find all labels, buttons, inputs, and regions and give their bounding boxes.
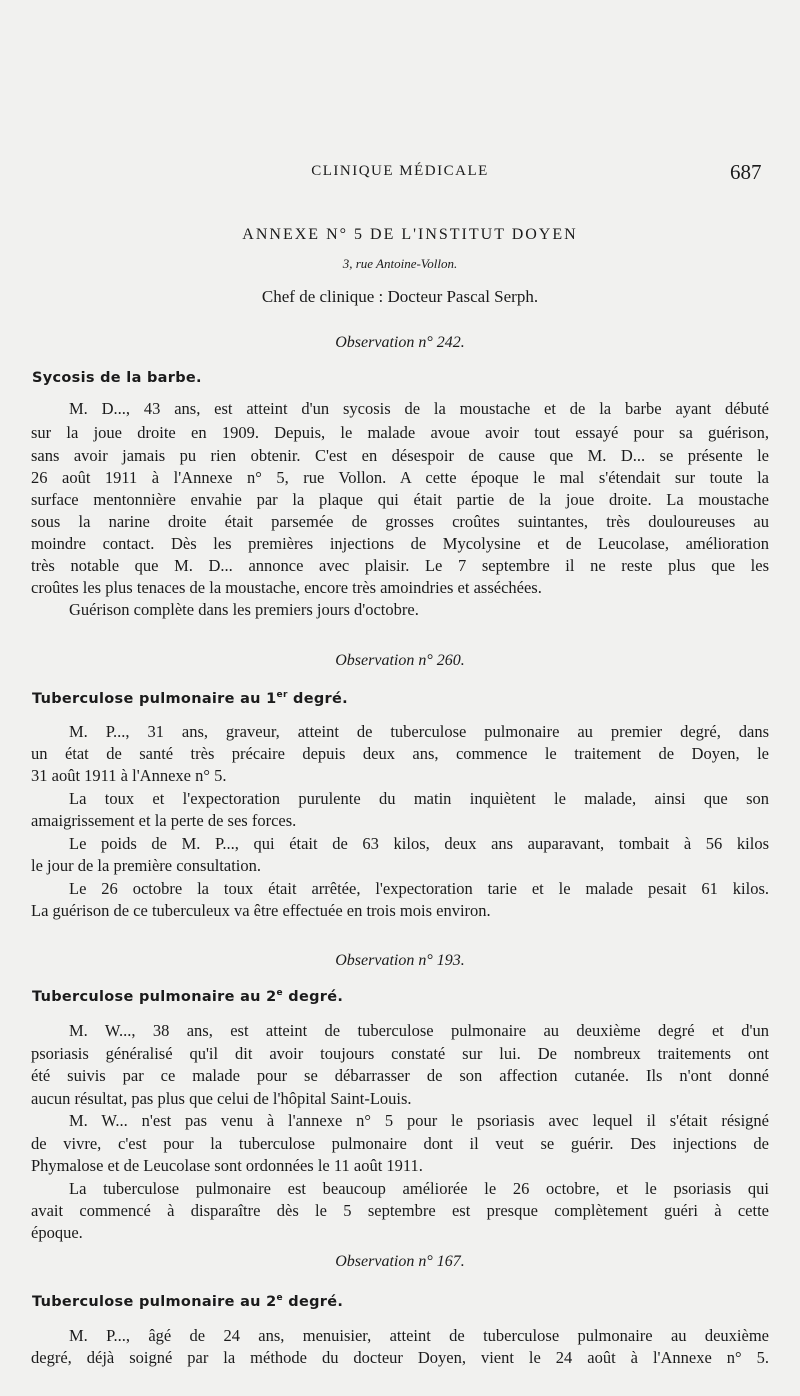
paragraph-line: sans avoir jamais pu rien obtenir. C'est en désespoir de cause que M. D... se présente le xyxy=(31,446,769,465)
paragraph-line: M. P..., 31 ans, graveur, atteint de tuberculose pulmonaire au premier degré, dans xyxy=(69,722,769,741)
case-title: Tuberculose pulmonaire au 2e degré. xyxy=(32,1293,344,1310)
paragraph-line: M. D..., 43 ans, est atteint d'un sycosis de la moustache et de la barbe ayant débuté xyxy=(69,399,769,418)
paragraph-line: été suivis par ce malade pour se débarrasser de son affection cutanée. Ils n'ont donné xyxy=(31,1066,769,1085)
case-title: Tuberculose pulmonaire au 1er degré. xyxy=(32,690,348,707)
paragraph-line: un état de santé très précaire depuis deux ans, commence le traitement de Doyen, le xyxy=(31,744,769,763)
paragraph-line: avait commencé à disparaître dès le 5 septembre est presque complètement guéri à cette xyxy=(31,1201,769,1220)
paragraph-line: M. P..., âgé de 24 ans, menuisier, atteint de tuberculose pulmonaire au deuxième xyxy=(69,1326,769,1345)
paragraph-line: M. W..., 38 ans, est atteint de tuberculose pulmonaire au deuxième degré et d'un xyxy=(69,1021,769,1040)
page-number: 687 xyxy=(730,160,762,184)
paragraph-line: sous la narine droite était parsemée de grosses croûtes suintantes, très douloureuses au xyxy=(31,512,769,531)
case-title: Tuberculose pulmonaire au 2e degré. xyxy=(32,988,344,1005)
paragraph-line: M. W... n'est pas venu à l'annexe n° 5 pour le psoriasis avec lequel il s'était résigné xyxy=(69,1111,769,1130)
paragraph-line: époque. xyxy=(31,1223,83,1242)
paragraph-line: Le 26 octobre la toux était arrêtée, l'expectoration tarie et le malade pesait 61 kilos. xyxy=(69,879,769,898)
paragraph-line: Phymalose et de Leucolase sont ordonnées le 11 août 1911. xyxy=(31,1156,423,1175)
paragraph-line: psoriasis généralisé qu'il dit avoir toujours constaté sur lui. De nombreux traitements ont xyxy=(31,1044,769,1063)
paragraph-line: moindre contact. Dès les premières injections de Mycolysine et de Leucolase, amélioration xyxy=(31,534,769,553)
paragraph-line: croûtes les plus tenaces de la moustache, encore très amoindries et asséchées. xyxy=(31,578,542,597)
paragraph-line: La tuberculose pulmonaire est beaucoup améliorée le 26 octobre, et le psoriasis qui xyxy=(69,1179,769,1198)
paragraph-line: amaigrissement et la perte de ses forces. xyxy=(31,811,297,830)
paragraph-line: 26 août 1911 à l'Annexe n° 5, rue Vollon. A cette époque le mal s'étendait sur toute la xyxy=(31,468,769,487)
annex-address: 3, rue Antoine-Vollon. xyxy=(342,256,458,271)
paragraph-line: de vivre, c'est pour la tuberculose pulmonaire dont il veut se guérir. Des injections de xyxy=(31,1134,769,1153)
observation-heading: Observation n° 193. xyxy=(335,952,465,969)
paragraph-line: 31 août 1911 à l'Annexe n° 5. xyxy=(31,766,227,785)
paragraph-line: La guérison de ce tuberculeux va être effectuée en trois mois environ. xyxy=(31,901,491,920)
paragraph-line: aucun résultat, pas plus que celui de l'hôpital Saint-Louis. xyxy=(31,1089,412,1108)
paragraph-line: La toux et l'expectoration purulente du matin inquiètent le malade, ainsi que son xyxy=(69,789,769,808)
observation-heading: Observation n° 242. xyxy=(335,334,465,351)
paragraph-line: sur la joue droite en 1909. Depuis, le malade avoue avoir tout essayé pour sa guérison, xyxy=(31,423,769,442)
observation-heading: Observation n° 167. xyxy=(335,1253,465,1270)
observation-heading: Observation n° 260. xyxy=(335,652,465,669)
paragraph-line: Guérison complète dans les premiers jours d'octobre. xyxy=(69,600,419,619)
paragraph-line: Le poids de M. P..., qui était de 63 kilos, deux ans auparavant, tombait à 56 kilos xyxy=(69,834,769,853)
annex-title: ANNEXE N° 5 DE L'INSTITUT DOYEN xyxy=(242,226,578,243)
paragraph-line: surface mentonnière envahie par la plaque qui était partie de la joue droite. La moustache xyxy=(31,490,769,509)
paragraph-line: très notable que M. D... annonce avec plaisir. Le 7 septembre il ne reste plus que les xyxy=(31,556,769,575)
paragraph-line: le jour de la première consultation. xyxy=(31,856,262,875)
running-head: CLINIQUE MÉDICALE xyxy=(311,163,489,179)
case-title: Sycosis de la barbe. xyxy=(32,370,202,386)
paragraph-line: degré, déjà soigné par la méthode du docteur Doyen, vient le 24 août à l'Annexe n° 5. xyxy=(31,1348,769,1367)
chief-of-clinic: Chef de clinique : Docteur Pascal Serph. xyxy=(261,287,539,306)
